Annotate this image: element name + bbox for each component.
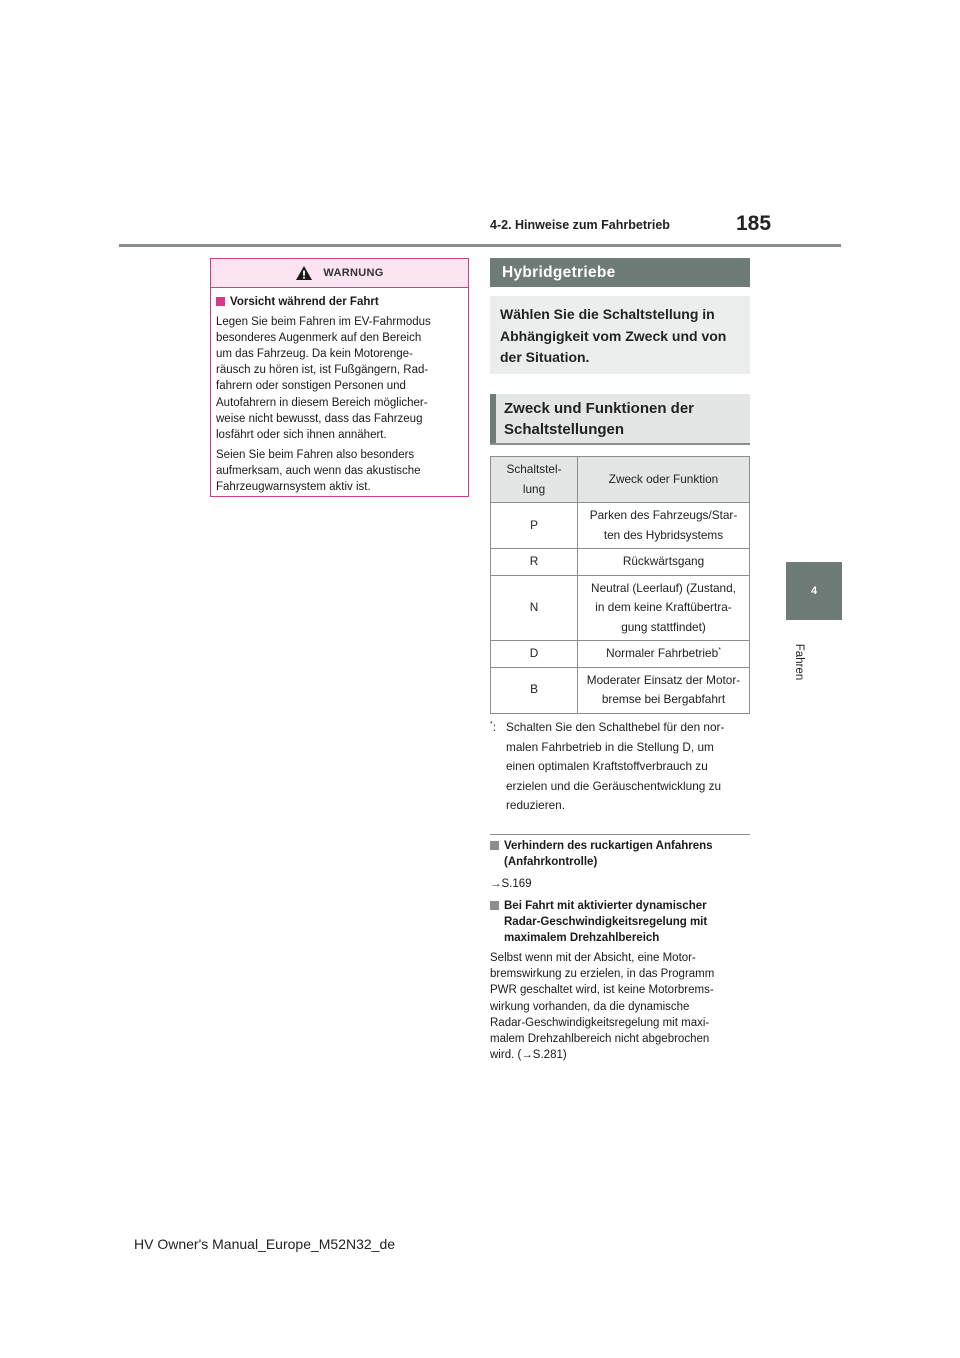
warning-title: WARNUNG <box>323 267 384 279</box>
square-bullet-icon <box>216 297 225 306</box>
function-cell <box>578 575 750 641</box>
body-line: Selbst wenn mit der Absicht, eine Motor- <box>490 952 696 965</box>
chapter-label: Fahren <box>793 643 805 681</box>
table-footnote <box>490 718 752 816</box>
page-number: 185 <box>736 212 772 235</box>
square-bullet-icon <box>490 841 499 850</box>
cell-line: gung stattfindet) <box>621 619 706 634</box>
function-cell <box>578 667 750 713</box>
table-row <box>491 549 750 576</box>
footnote-line: einen optimalen Kraftstoffverbrauch zu <box>506 759 708 773</box>
body-line: PWR geschaltet wird, ist keine Motorbrems- <box>490 984 714 997</box>
text-line: räusch zu hören ist, ist Fußgängern, Rad- <box>216 364 429 377</box>
body-line: bremswirkung zu erzielen, in das Programm <box>490 968 715 981</box>
footnote-line: erzielen und die Geräuschentwicklung zu <box>506 778 722 793</box>
sub-heading <box>490 394 750 444</box>
cell-line: in dem keine Kraftübertra- <box>595 600 732 614</box>
divider <box>490 834 750 835</box>
warning-body <box>211 288 468 495</box>
position-cell: N <box>491 575 578 641</box>
position-cell: R <box>491 549 578 576</box>
header-line: Schaltstel- <box>506 462 562 476</box>
table-row <box>491 503 750 549</box>
cell-line: Normaler Fahrbetrieb <box>606 646 719 660</box>
footnote-mark <box>490 718 506 738</box>
text-line: aufmerksam, auch wenn das akustische <box>216 464 421 477</box>
sub-heading-line: Schaltstellungen <box>504 421 625 438</box>
section-title: 4-2. Hinweise zum Fahrbetrieb <box>490 218 670 232</box>
text-line: Fahrzeugwarnsystem aktiv ist. <box>216 481 371 494</box>
column-header-function <box>578 457 750 503</box>
warning-heading <box>216 294 463 310</box>
sub-heading-accent <box>490 394 496 444</box>
heading-line: (Anfahrkontrolle) <box>504 856 598 869</box>
note-heading <box>490 838 752 870</box>
warning-box <box>210 258 469 497</box>
footnote-marker: * <box>718 647 721 655</box>
intro-line: Abhängigkeit vom Zweck und von <box>500 327 727 344</box>
note-heading <box>490 898 752 946</box>
footnote-line: Schalten Sie den Schalthebel für den nor- <box>506 720 725 734</box>
table-row <box>491 575 750 641</box>
body-line[interactable]: wird. (→S.281) <box>490 1048 567 1061</box>
column-header-position <box>491 457 578 503</box>
page-reference-link[interactable]: →S.169 <box>490 878 532 891</box>
note-heading-text <box>504 838 713 870</box>
footnote-asterisk: * <box>490 721 493 729</box>
warning-triangle-icon <box>295 265 313 281</box>
table-row <box>491 667 750 713</box>
warning-paragraph-1 <box>216 314 463 443</box>
sub-heading-line: Zweck und Funktionen der <box>504 400 695 417</box>
shift-position-table <box>490 456 750 714</box>
body-line: malem Drehzahlbereich nicht abgebrochen <box>490 1032 710 1045</box>
cell-line: Rückwärtsgang <box>622 554 705 568</box>
position-cell: P <box>491 503 578 549</box>
text-line: Autofahrern in diesem Bereich möglicher- <box>216 396 428 409</box>
text-line: Legen Sie beim Fahren im EV-Fahrmodus <box>216 316 431 329</box>
footer-text: HV Owner's Manual_Europe_M52N32_de <box>134 1236 396 1252</box>
position-cell: B <box>491 667 578 713</box>
cell-line: bremse bei Bergabfahrt <box>601 692 726 706</box>
note-body <box>490 950 752 1063</box>
note-start-control <box>490 838 752 892</box>
function-cell <box>578 549 750 576</box>
intro-line: Wählen Sie die Schaltstellung in <box>500 306 715 322</box>
footnote-colon: : <box>492 720 497 734</box>
heading-line: maximalem Drehzahlbereich <box>504 932 660 945</box>
text-line: Seien Sie beim Fahren also besonders <box>216 448 415 461</box>
warning-heading-text: Vorsicht während der Fahrt <box>230 296 379 308</box>
function-cell <box>578 641 750 668</box>
cell-line: Parken des Fahrzeugs/Star- <box>589 508 738 522</box>
text-line: besonderes Augenmerk auf den Bereich <box>216 332 422 345</box>
header-line: Zweck oder Funktion <box>608 471 719 486</box>
intro-box <box>490 296 750 374</box>
chapter-tab <box>786 562 842 620</box>
heading-line: Verhindern des ruckartigen Anfahrens <box>504 840 713 852</box>
warning-header <box>211 259 468 288</box>
text-line: weise nicht bewusst, dass das Fahrzeug <box>216 412 423 425</box>
cell-line: Neutral (Leerlauf) (Zustand, <box>591 580 736 595</box>
table-header-row <box>491 457 750 503</box>
body-line: wirkung vorhanden, da die dynamische <box>490 1000 690 1013</box>
cell-line: Moderater Einsatz der Motor- <box>586 672 741 687</box>
body-line: Radar-Geschwindigkeitsregelung mit maxi- <box>490 1016 710 1029</box>
position-cell: D <box>491 641 578 668</box>
note-radar-cruise <box>490 898 752 1063</box>
table-row <box>491 641 750 668</box>
square-bullet-icon <box>490 901 499 910</box>
footnote-line: reduzieren. <box>506 798 566 812</box>
section-heading: Hybridgetriebe <box>490 258 750 287</box>
note-heading-text <box>504 898 707 946</box>
header-line: lung <box>522 481 546 496</box>
header-rule <box>119 244 841 247</box>
text-line: fahrern oder sonstigen Personen und <box>216 380 406 393</box>
cell-line: ten des Hybridsystems <box>603 527 724 542</box>
intro-line: der Situation. <box>500 349 590 365</box>
footnote-first-line <box>490 718 752 738</box>
warning-paragraph-2 <box>216 447 463 495</box>
function-cell <box>578 503 750 549</box>
heading-line: Bei Fahrt mit aktivierter dynamischer <box>504 900 707 912</box>
heading-line: Radar-Geschwindigkeitsregelung mit <box>504 916 708 929</box>
text-line: um das Fahrzeug. Da kein Motorenge- <box>216 348 413 361</box>
sub-heading-rule <box>490 443 750 445</box>
footnote-line: malen Fahrbetrieb in die Stellung D, um <box>506 739 714 754</box>
chapter-number: 4 <box>810 585 818 597</box>
text-line: losfährt oder sich ihnen annähert. <box>216 428 387 441</box>
